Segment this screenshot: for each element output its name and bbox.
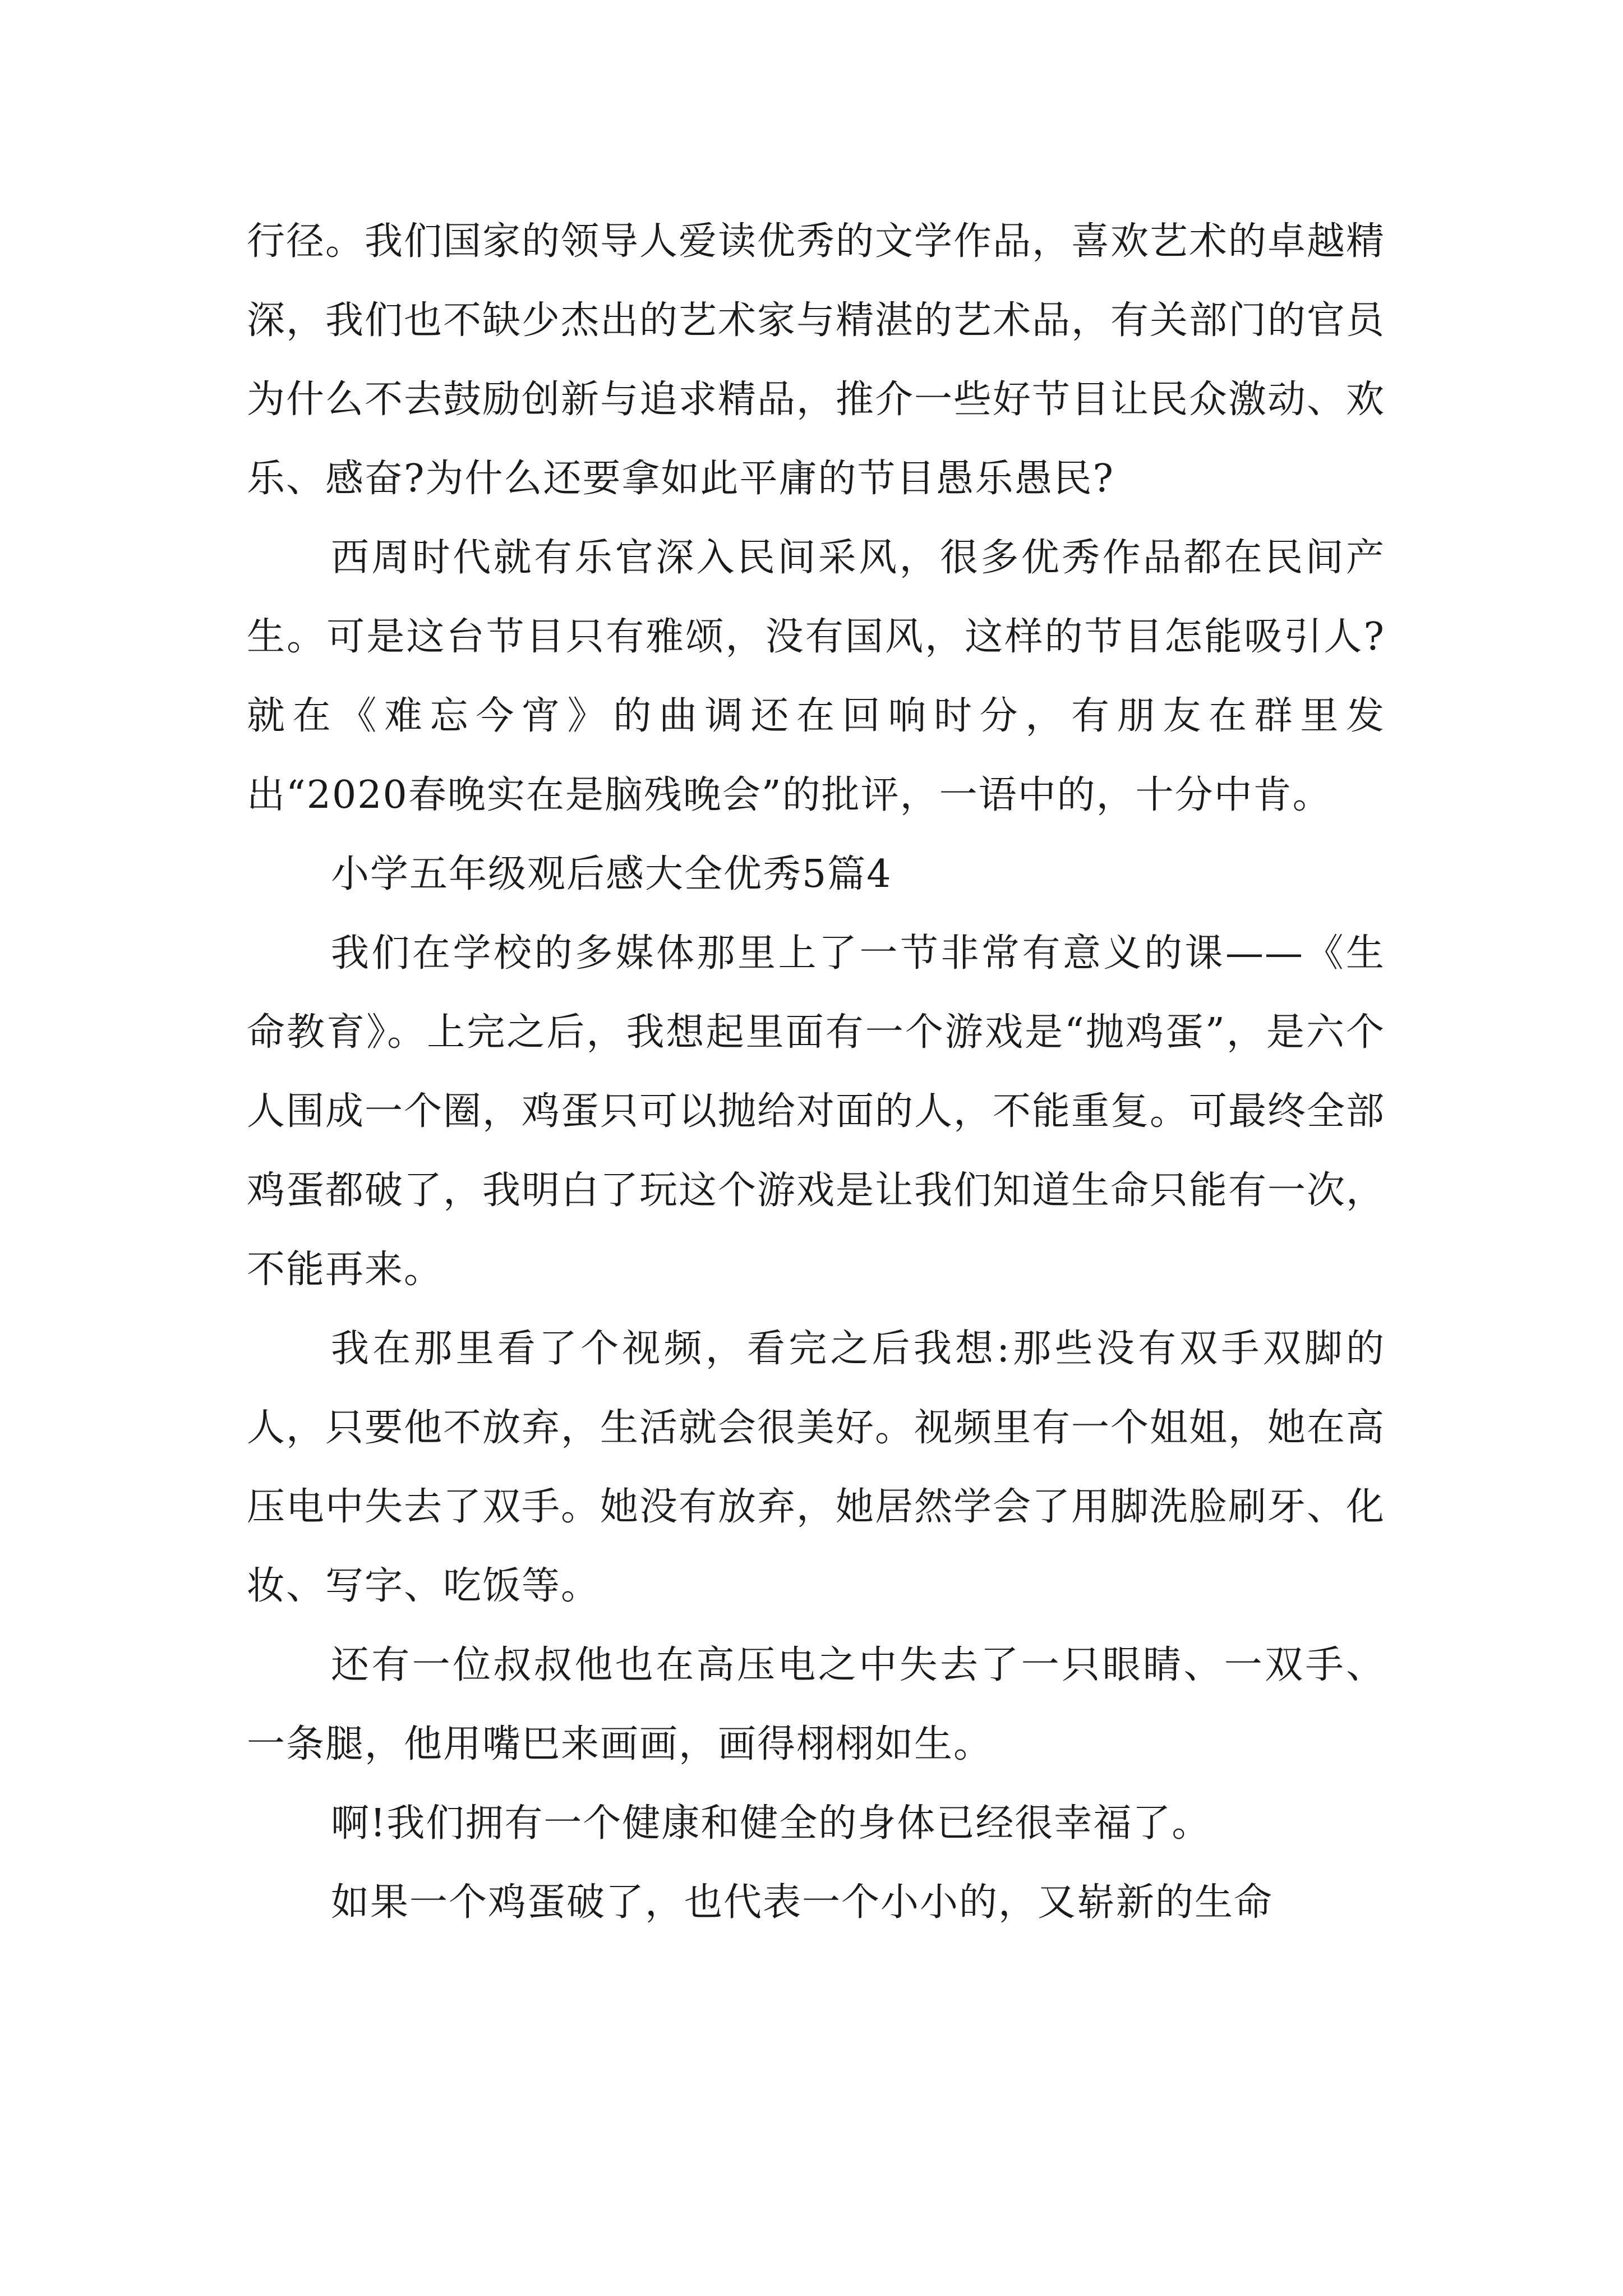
paragraph-5: 还有一位叔叔他也在高压电之中失去了一只眼睛、一双手、一条腿，他用嘴巴来画画，画得栩栩如生。 (247, 1643, 1385, 1766)
paragraph-3: 我们在学校的多媒体那里上了一节非常有意义的课——《生命教育》。上完之后，我想起里面有一个游戏是“抛鸡蛋”，是六个人围成一个圈，鸡蛋只可以抛给对面的人，不能重复。可最终全部鸡蛋都破了，我明白了玩这个游戏是让我们知道生命只能有一次，不能再来。 (247, 931, 1386, 1292)
paragraph-7: 如果一个鸡蛋破了，也代表一个小小的，又崭新的生命 (331, 1880, 1274, 1925)
paragraph-6: 啊!我们拥有一个健康和健全的身体已经很幸福了。 (331, 1801, 1211, 1846)
paragraph-4: 我在那里看了个视频，看完之后我想:那些没有双手双脚的人，只要他不放弃，生活就会很美好。视频里有一个姐姐，她在高压电中失去了双手。她没有放弃，她居然学会了用脚洗脸刷牙、化妆、写字、吃饭等。 (247, 1327, 1386, 1608)
document-body (247, 202, 1385, 1942)
section-heading: 小学五年级观后感大全优秀5篇4 (331, 852, 892, 896)
paragraph-2: 西周时代就有乐官深入民间采风，很多优秀作品都在民间产生。可是这台节目只有雅颂，没有国风，这样的节目怎能吸引人?就在《难忘今宵》的曲调还在回响时分，有朋友在群里发出“2020春晚实在是脑残晚会”的批评，一语中的，十分中肯。 (247, 536, 1385, 817)
paragraph-1: 行径。我们国家的领导人爱读优秀的文学作品，喜欢艺术的卓越精深，我们也不缺少杰出的艺术家与精湛的艺术品，有关部门的官员为什么不去鼓励创新与追求精品，推介一些好节目让民众激动、欢乐、感奋?为什么还要拿如此平庸的节目愚乐愚民? (247, 219, 1386, 501)
